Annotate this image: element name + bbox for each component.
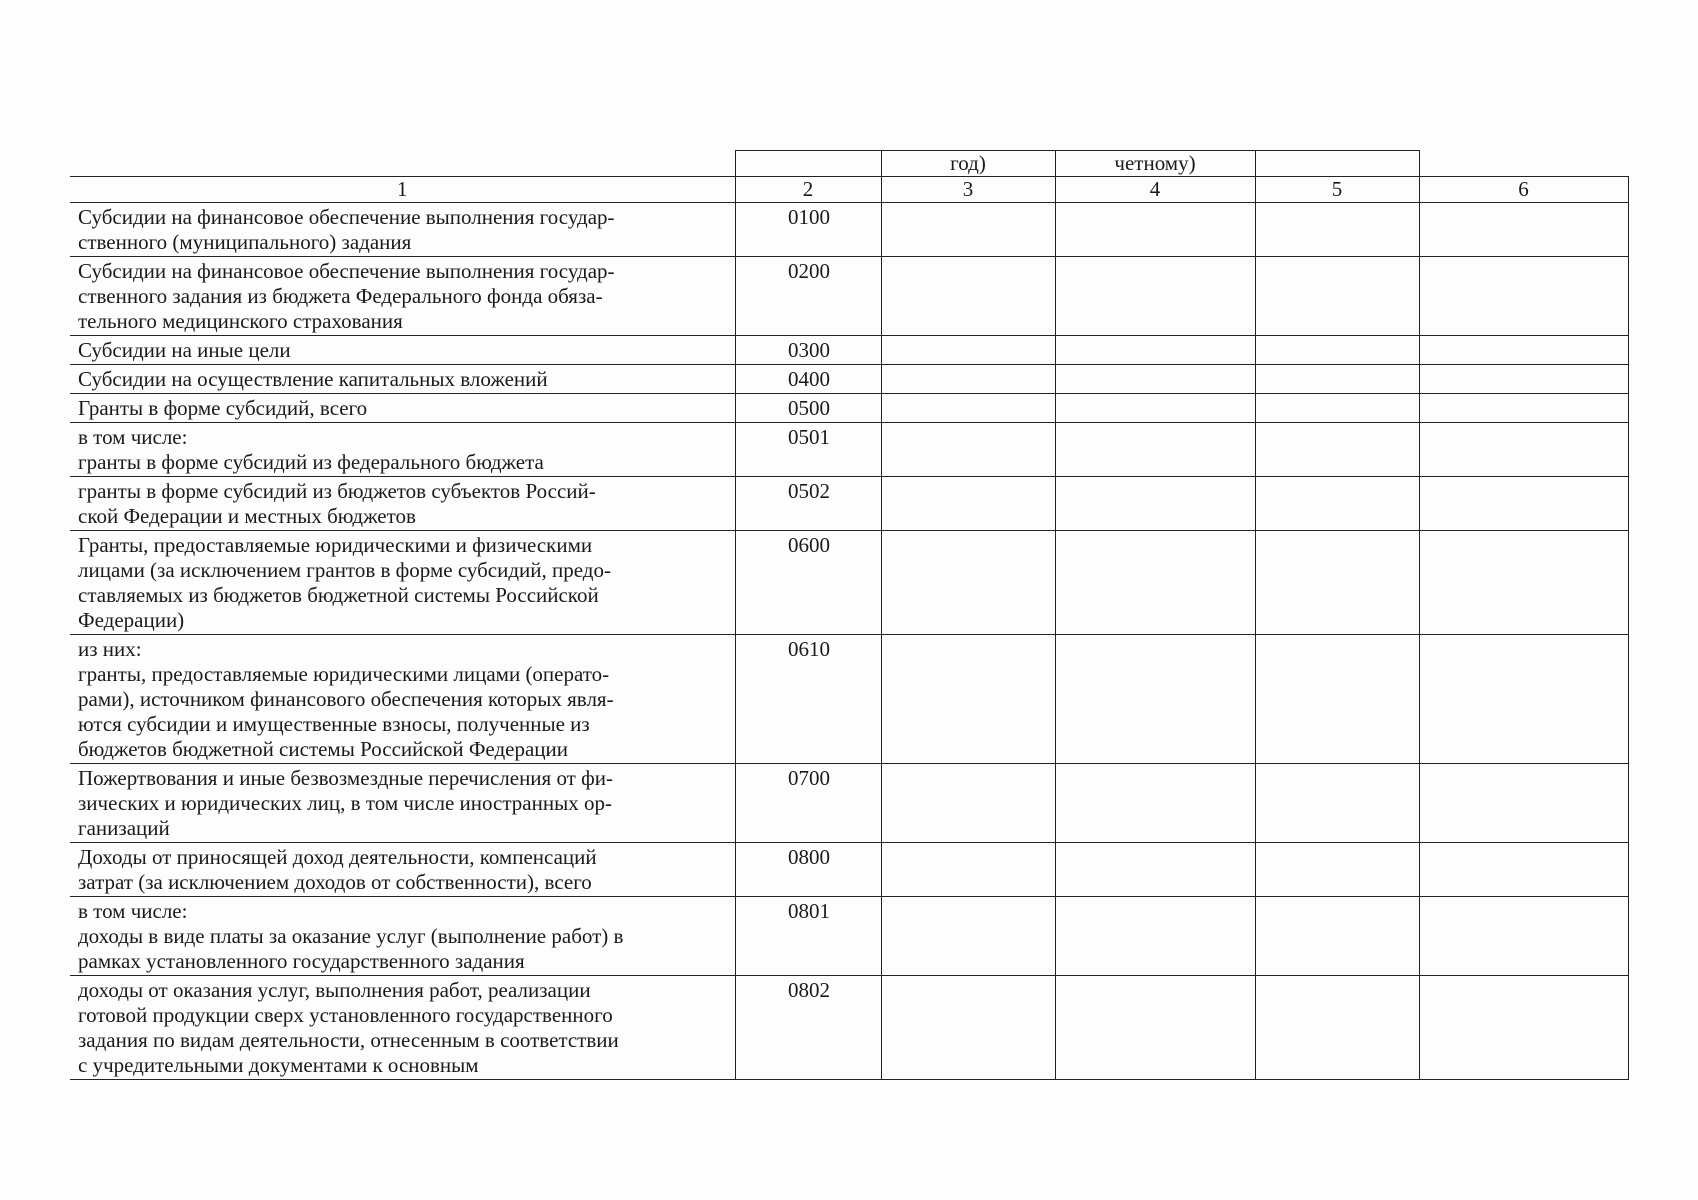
- row-code: 0700: [735, 764, 881, 843]
- value-cell-col5: [1255, 257, 1419, 336]
- value-cell-col5: [1255, 976, 1419, 1080]
- row-code: 0600: [735, 531, 881, 635]
- row-label: Гранты, предоставляемые юридическими и физическими лицами (за исключением грантов в форме субсидий, предо- ставляемых из бюджетов бюджетной системы Российской Федерации): [70, 531, 735, 635]
- value-cell-col4: [1055, 976, 1255, 1080]
- value-cell-col4: [1055, 897, 1255, 976]
- row-code: 0801: [735, 897, 881, 976]
- value-cell-col3: [881, 365, 1055, 394]
- value-cell-col6: [1419, 764, 1628, 843]
- column-number-3: 3: [881, 177, 1055, 203]
- value-cell-col3: [881, 336, 1055, 365]
- value-cell-col3: [881, 843, 1055, 897]
- value-cell-col4: [1055, 843, 1255, 897]
- table-row: [70, 203, 1628, 257]
- value-cell-col6: [1419, 976, 1628, 1080]
- value-cell-col5: [1255, 531, 1419, 635]
- value-cell-col6: [1419, 531, 1628, 635]
- table-row: [70, 365, 1628, 394]
- header-cell-col5: [1255, 151, 1419, 177]
- table-row: [70, 394, 1628, 423]
- row-code: 0500: [735, 394, 881, 423]
- value-cell-col3: [881, 203, 1055, 257]
- column-number-5: 5: [1255, 177, 1419, 203]
- column-numbers-row: [70, 177, 1628, 203]
- table-row: [70, 477, 1628, 531]
- row-code: 0502: [735, 477, 881, 531]
- value-cell-col4: [1055, 635, 1255, 764]
- value-cell-col6: [1419, 365, 1628, 394]
- value-cell-col6: [1419, 336, 1628, 365]
- value-cell-col5: [1255, 203, 1419, 257]
- column-number-2: 2: [735, 177, 881, 203]
- value-cell-col4: [1055, 531, 1255, 635]
- value-cell-col3: [881, 897, 1055, 976]
- header-cell-col6: [1419, 151, 1628, 177]
- column-number-1: 1: [70, 177, 735, 203]
- row-code: 0501: [735, 423, 881, 477]
- table-row: [70, 897, 1628, 976]
- value-cell-col4: [1055, 203, 1255, 257]
- value-cell-col6: [1419, 477, 1628, 531]
- value-cell-col3: [881, 976, 1055, 1080]
- value-cell-col3: [881, 257, 1055, 336]
- table-row: [70, 531, 1628, 635]
- row-code: 0610: [735, 635, 881, 764]
- value-cell-col5: [1255, 394, 1419, 423]
- value-cell-col4: [1055, 477, 1255, 531]
- report-table: [70, 150, 1629, 1080]
- value-cell-col6: [1419, 257, 1628, 336]
- table-row: [70, 423, 1628, 477]
- row-label: из них: гранты, предоставляемые юридическими лицами (операто- рами), источником финансового обеспечения которых явля- ются субсидии и имущественные взносы, полученные из бюджетов бюджетной системы Российской Федерации: [70, 635, 735, 764]
- value-cell-col3: [881, 531, 1055, 635]
- header-cell-col2: [735, 151, 881, 177]
- value-cell-col4: [1055, 257, 1255, 336]
- row-label: в том числе: доходы в виде платы за оказание услуг (выполнение работ) в рамках установленного государственного задания: [70, 897, 735, 976]
- table-row: [70, 764, 1628, 843]
- value-cell-col4: [1055, 394, 1255, 423]
- row-label: доходы от оказания услуг, выполнения работ, реализации готовой продукции сверх установленного государственного задания по видам деятельности, отнесенным в соответствии с учредительными документами к основным: [70, 976, 735, 1080]
- value-cell-col5: [1255, 635, 1419, 764]
- value-cell-col6: [1419, 394, 1628, 423]
- value-cell-col5: [1255, 365, 1419, 394]
- value-cell-col3: [881, 477, 1055, 531]
- row-label: Гранты в форме субсидий, всего: [70, 394, 735, 423]
- value-cell-col4: [1055, 423, 1255, 477]
- value-cell-col6: [1419, 635, 1628, 764]
- row-code: 0802: [735, 976, 881, 1080]
- value-cell-col4: [1055, 764, 1255, 843]
- row-label: Субсидии на иные цели: [70, 336, 735, 365]
- header-cell-col1: [70, 151, 735, 177]
- value-cell-col5: [1255, 764, 1419, 843]
- row-code: 0100: [735, 203, 881, 257]
- value-cell-col5: [1255, 843, 1419, 897]
- value-cell-col3: [881, 423, 1055, 477]
- row-code: 0200: [735, 257, 881, 336]
- table-row: [70, 843, 1628, 897]
- row-label: Доходы от приносящей доход деятельности, компенсаций затрат (за исключением доходов от собственности), всего: [70, 843, 735, 897]
- value-cell-col6: [1419, 423, 1628, 477]
- value-cell-col6: [1419, 843, 1628, 897]
- table-row: [70, 257, 1628, 336]
- row-code: 0300: [735, 336, 881, 365]
- row-label: Субсидии на финансовое обеспечение выполнения государ- ственного задания из бюджета Федерального фонда обяза- тельного медицинского страхования: [70, 257, 735, 336]
- value-cell-col3: [881, 635, 1055, 764]
- table-row: [70, 336, 1628, 365]
- value-cell-col5: [1255, 336, 1419, 365]
- column-number-6: 6: [1419, 177, 1628, 203]
- value-cell-col3: [881, 764, 1055, 843]
- value-cell-col3: [881, 394, 1055, 423]
- row-label: Субсидии на финансовое обеспечение выполнения государ- ственного (муниципального) задания: [70, 203, 735, 257]
- table-row: [70, 976, 1628, 1080]
- value-cell-col5: [1255, 423, 1419, 477]
- row-label: Пожертвования и иные безвозмездные перечисления от фи- зических и юридических лиц, в том числе иностранных ор- ганизаций: [70, 764, 735, 843]
- value-cell-col5: [1255, 477, 1419, 531]
- table-row: [70, 635, 1628, 764]
- value-cell-col4: [1055, 336, 1255, 365]
- value-cell-col6: [1419, 897, 1628, 976]
- header-cell-col3: год): [881, 151, 1055, 177]
- header-continuation-row: [70, 151, 1628, 177]
- value-cell-col6: [1419, 203, 1628, 257]
- value-cell-col4: [1055, 365, 1255, 394]
- row-label: гранты в форме субсидий из бюджетов субъектов Россий- ской Федерации и местных бюджетов: [70, 477, 735, 531]
- row-label: в том числе: гранты в форме субсидий из федерального бюджета: [70, 423, 735, 477]
- row-label: Субсидии на осуществление капитальных вложений: [70, 365, 735, 394]
- header-cell-col4: четному): [1055, 151, 1255, 177]
- value-cell-col5: [1255, 897, 1419, 976]
- row-code: 0400: [735, 365, 881, 394]
- row-code: 0800: [735, 843, 881, 897]
- column-number-4: 4: [1055, 177, 1255, 203]
